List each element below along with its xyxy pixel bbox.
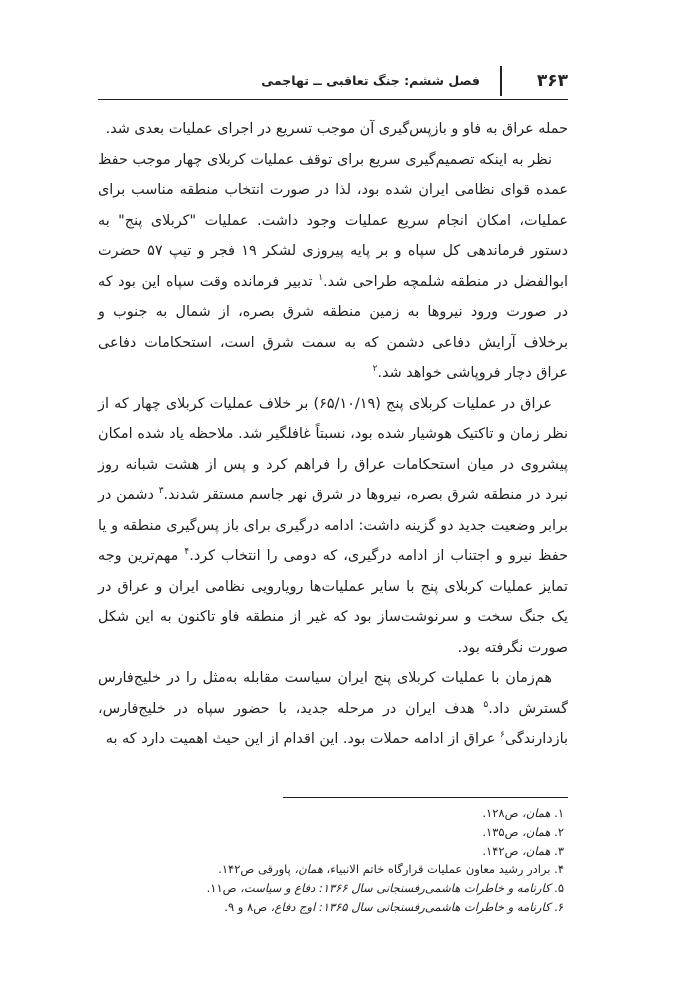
footnote-ref-6[interactable]: ۶	[500, 730, 505, 741]
footnote-4: ۴. برادر رشید معاون عملیات قرارگاه خاتم الانبیاء، همان، پاورقی ص۱۴۲.	[218, 862, 564, 877]
running-header	[98, 66, 568, 100]
footnote-ref-1[interactable]: ۱	[318, 272, 324, 283]
paragraph-3: عراق در عملیات کربلای پنج (۶۵/۱۰/۱۹) بر خلاف عملیات کربلای چهار که از نظر زمان و تاکتیک هوشیار شده بود، نسبتاً غافلگیر شد. ملاحظه یاد شده امکان پیشروی در میان استحکامات عراق را فراهم کرد و پس از هشت شبانه روز نبرد در منطقه شرق بصره، نیروها در شرق نهر جاسم مستقر شدند.$^۳$ دشمن در برابر وضعیت جدید دو گزینه داشت: ادامه درگیری برای باز پس‌گیری منطقه و یا حفظ نیرو و اجتناب از ادامه درگیری، که دومی را انتخاب کرد.$^۴$ مهم‌ترین وجه تمایز عملیات کربلای پنج با سایر عملیات‌ها رویارویی نظامی ایران و عراق در یک جنگ سخت و سرنوشت‌ساز بود که غیر از منطقه فاو تاکنون به این شکل صورت نگرفته بود.	[98, 395, 568, 656]
footnote-rule	[283, 797, 568, 798]
chapter-title: فصل ششم: جنگ تعاقبی ــ تهاجمی	[261, 73, 480, 88]
footnote-5: ۵. کارنامه و خاطرات هاشمی‌رفسنجانی سال ۱۳۶۶: دفاع و سیاست، ص۱۱.	[206, 881, 564, 896]
paragraph-2: نظر به اینکه تصمیم‌گیری سریع برای توقف عملیات کربلای چهار موجب حفظ عمده قوای نظامی ایران شده بود، لذا در صورت انتخاب منطقه مناسب برای عملیات، امکان انجام سریع عملیات وجود داشت. عملیات "کربلای پنج" به دستور فرماندهی کل سپاه و بر پایه پیروزی لشکر ۱۹ فجر و تیپ ۵۷ حضرت ابوالفضل در منطقه شلمچه طراحی شد.$^۱$ تدبیر فرمانده وقت سپاه این بود که در صورت ورود نیروها به زمین منطقه شرق بصره، از شمال به جنوب و برخلاف آرایش دفاعی دشمن که به سمت شرق است، استحکامات دفاعی عراق دچار فروپاشی خواهد شد.$^۲$	[98, 151, 569, 381]
footnotes	[98, 804, 564, 917]
footnote-ref-4[interactable]: ۴	[184, 547, 190, 558]
footnote-ref-5[interactable]: ۵	[483, 699, 489, 710]
footnote-2: ۲. همان، ص۱۳۵.	[482, 824, 564, 839]
paragraph-4: هم‌زمان با عملیات کربلای پنج ایران سیاست مقابله به‌مثل را در خلیج‌فارس گسترش داد.$^۵$ هدف ایران در مرحله جدید، با حضور سپاه در خلیج‌فارس، بازدارندگی$^۶$ عراق از ادامه حملات بود. این اقدام از این حیث اهمیت دارد که به	[98, 670, 568, 747]
paragraph-1: حمله عراق به فاو و بازپس‌گیری آن موجب تسریع در اجرای عملیات بعدی شد.	[105, 121, 568, 137]
body-text	[98, 114, 568, 755]
header-separator	[500, 66, 502, 96]
footnote-ref-3[interactable]: ۳	[158, 486, 164, 497]
header-rule	[98, 99, 568, 100]
page-number: ۳۶۳	[536, 71, 568, 91]
footnote-1: ۱. همان، ص۱۲۸.	[482, 806, 564, 820]
footnote-ref-2[interactable]: ۲	[372, 364, 378, 375]
footnote-3: ۳. همان، ص۱۴۲.	[482, 843, 564, 858]
footnote-6: ۶. کارنامه و خاطرات هاشمی‌رفسنجانی سال ۱۳۶۵: اوج دفاع، ص۸ و ۹.	[224, 899, 564, 914]
